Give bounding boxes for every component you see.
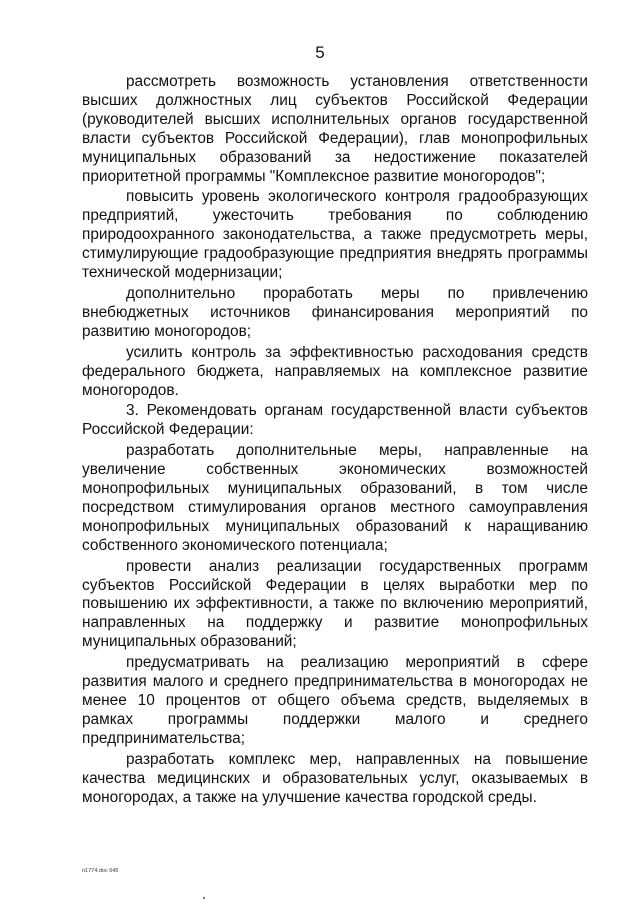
document-body [82,73,588,807]
paragraph-program-analysis: провести анализ реализации государственных программ субъектов Российской Федерации в целях выработки мер по повышению их эффективности, а также по включению мероприятий, направленных на поддержку и развитие монопрофильных муниципальных образований; [82,557,588,651]
paragraph-extrabudgetary-sources: дополнительно проработать меры по привлечению внебюджетных источников финансирования мероприятий по развитию моногородов; [82,284,588,340]
paragraph-economic-measures: разработать дополнительные меры, направленные на увеличение собственных экономических возможностей монопрофильных муниципальных образований, в том числе посредством стимулирования органов местного самоуправления монопрофильных муниципальных образований к наращиванию собственного экономического потенциала; [82,442,588,554]
paragraph-budget-control: усилить контроль за эффективностью расходования средств федерального бюджета, направляемых на комплексное развитие моногородов. [82,343,588,399]
paragraph-services-quality: разработать комплекс мер, направленных на повышение качества медицинских и образовательных услуг, оказываемых в моногородах, а также на улучшение качества городской среды. [82,750,588,806]
page-number: 5 [315,43,325,62]
document-code: n1774.doc 645 [82,868,119,874]
paragraph-responsibility: рассмотреть возможность установления ответственности высших должностных лиц субъектов Российской Федерации (руководителей высших исполнительных органов государственной власти субъектов Российской Федерации), глав монопрофильных муниципальных образований за недостижение показателей приоритетной программы "Комплексное развитие моногородов"; [82,73,588,185]
paragraph-recommendation-heading: 3. Рекомендовать органам государственной власти субъектов Российской Федерации: [82,402,588,439]
paragraph-small-business: предусматривать на реализацию мероприятий в сфере развития малого и среднего предпринимательства в моногородах не менее 10 процентов от общего объема средств, выделяемых в рамках программы поддержки малого и среднего предпринимательства; [82,654,588,747]
paragraph-ecological-control: повысить уровень экологического контроля градообразующих предприятий, ужесточить требования по соблюдению природоохранного законодательства, а также предусмотреть меры, стимулирующие градообразующие предприятия внедрять программы технической модернизации; [82,188,588,282]
scan-mark [203,897,205,899]
